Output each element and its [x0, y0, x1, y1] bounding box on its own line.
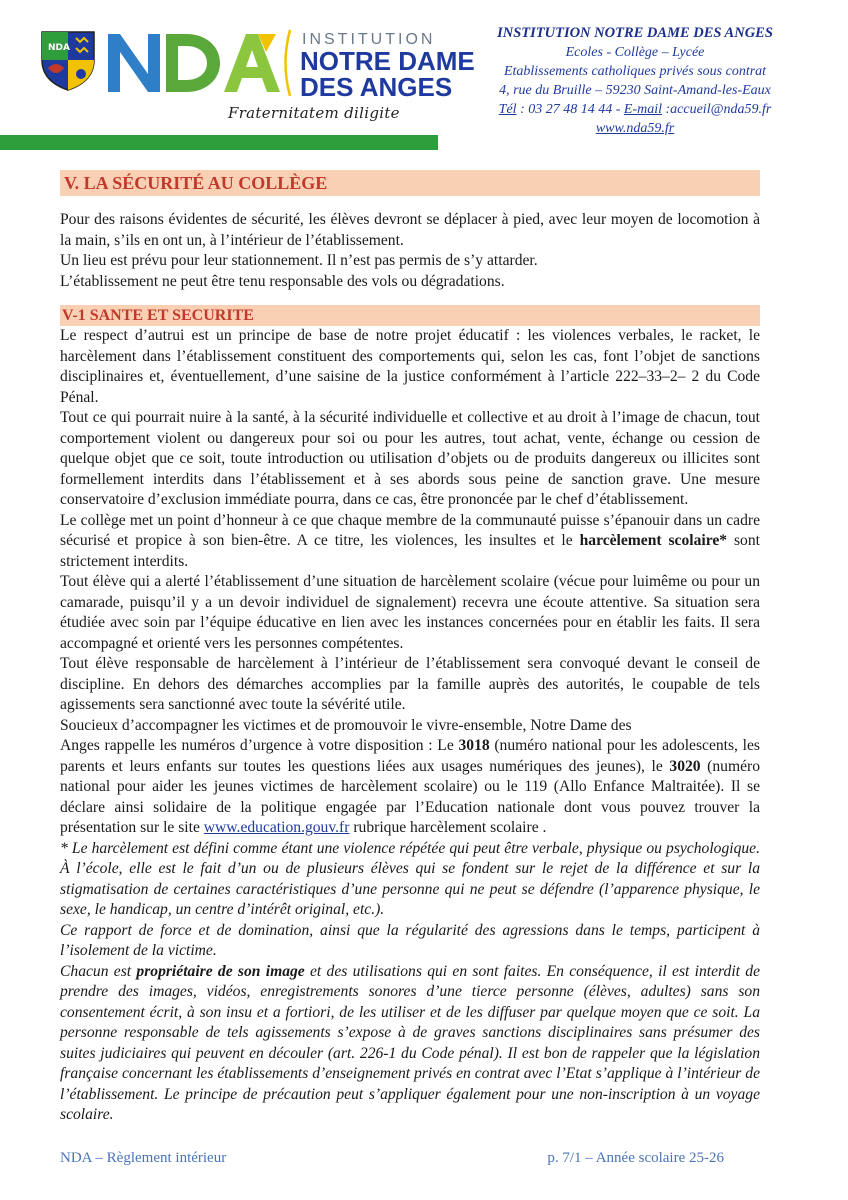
paragraph-bullying-ban: Le collège met un point d’honneur à ce que chaque membre de la communauté puisse s’épanouir dans un cadre sécurisé et propice à son bien-être. A ce titre, les violences, les insultes et le harcèlement scolaire* sont strictement interdits. — [60, 511, 760, 570]
institution-name: INSTITUTION NOTRE DAME DES ANGES — [497, 25, 773, 41]
bold-image-ownership: propriétaire de son image — [136, 962, 305, 980]
motto: Fraternitatem diligite — [228, 104, 400, 122]
svg-text:NDA: NDA — [48, 43, 70, 53]
intro-paragraph-1: Pour des raisons évidentes de sécurité, les élèves devront se déplacer à pied, avec leur moyen de locomotion à la main, s’ils en ont un, à l’intérieur de l’établissement. — [60, 211, 760, 249]
footnote-definition: * Le harcèlement est défini comme étant une violence répétée qui peut être verbale, physique ou psychologique. À l’école, elle est le fait d’un ou de plusieurs élèves qui se fondent sur le rejet de la différence et sur la stigmatisation de certaines caractéristiques d’une personne qui ne peut se défendre (l’apparence physique, le sexe, le handicap, un centre d’intérêt original, etc.). — [60, 839, 760, 918]
svg-text:NOTRE DAME: NOTRE DAME — [300, 46, 475, 76]
paragraph-emergency-intro: Soucieux d’accompagner les victimes et de promouvoir le vivre-ensemble, Notre Dame des — [60, 716, 632, 734]
paragraph-image-rights: Chacun est propriétaire de son image et des utilisations qui en sont faites. En conséquence, il est interdit de prendre des images, vidéos, enregistrements sonores d’une tierce personne (élèves, adultes) sans son consentement écrit, à son insu et a fortiori, de les utiliser et de les diffuser par quelque moyen que ce soit. La personne responsable de tels agissements s’expose à de graves sanctions disciplinaires sans présumer des suites judiciaires qui peuvent en découler (art. 226-1 du Code pénal). Il est bon de rappeler que la législation française concernant les établissements d’enseignement privés en contrat avec l’Etat s’applique à l’intérieur de l’établissement. Le principe de précaution peut s’appliquer également pour une non-inscription à un voyage scolaire. — [60, 962, 760, 1123]
page-header — [0, 0, 848, 155]
paragraph-discipline: Tout élève responsable de harcèlement à l’intérieur de l’établissement sera convoqué devant le conseil de discipline. En dehors des démarches accomplies par la famille auprès des autorités, le coupable de tels agissements sera sanctionné avec toute la sévérité utile. — [60, 655, 760, 713]
main-content — [60, 170, 760, 1126]
website-link[interactable]: www.nda59.fr — [595, 121, 675, 136]
number-3018: 3018 — [458, 737, 490, 754]
page-footer — [60, 1150, 724, 1170]
address-line: 4, rue du Bruille – 59230 Saint-Amand-les-Eaux — [499, 83, 771, 98]
nda-logo — [108, 22, 475, 102]
footer-document-name: NDA – Règlement intérieur — [60, 1150, 227, 1166]
education-gouv-link[interactable]: www.education.gouv.fr — [203, 819, 350, 836]
svg-text:DES ANGES: DES ANGES — [300, 72, 453, 102]
subsection-title: V-1 SANTE ET SECURITE — [60, 305, 760, 326]
schools-line: Ecoles - Collège – Lycée — [565, 45, 705, 60]
tel-number: : 03 27 48 14 44 - — [516, 102, 624, 117]
status-line: Etablissements catholiques privés sous contrat — [503, 64, 767, 79]
email-address[interactable]: :accueil@nda59.fr — [662, 102, 772, 117]
contact-block — [460, 24, 810, 138]
phone-email-line — [460, 100, 810, 119]
intro-paragraph-3: L’établissement ne peut être tenu responsable des vols ou dégradations. — [60, 272, 505, 290]
number-3020: 3020 — [669, 757, 701, 775]
svg-text:INSTITUTION: INSTITUTION — [302, 31, 436, 48]
header-green-bar — [0, 135, 438, 150]
intro-paragraph-2: Un lieu est prévu pour leur stationnement. Il n’est pas permis de s’y attarder. — [60, 252, 538, 269]
coat-of-arms-logo — [40, 30, 96, 92]
bold-harcelement: harcèlement scolaire* — [579, 532, 728, 549]
paragraph-alert: Tout élève qui a alerté l’établissement d’une situation de harcèlement scolaire (vécue pour luimême ou pour un camarade, puisqu’il y a un devoir individuel de signalement) recevra une écoute attentive. Sa situation sera étudiée avec soin par l’équipe éducative en lien avec les instances concernées pour en établir les faits. Il sera accompagné et orienté vers les personnes compétentes. — [60, 573, 760, 652]
paragraph-health-safety: Tout ce qui pourrait nuire à la santé, à la sécurité individuelle et collective et au droit à l’image de chacun, tout comportement violent ou dangereux pour soi ou pour les autres, tout achat, vente, échange ou cession de quelque objet que ce soit, toute introduction ou utilisation d’objets ou de produits dangereux ou illicites sont formellement interdits dans l’établissement et à ses abords sous peine de sanction grave. Une mesure conservatoire d’exclusion immédiate pourra, dans ce cas, être prononcée par le chef d’établissement. — [60, 409, 760, 508]
footer-page-number: p. 7/1 – Année scolaire 25-26 — [547, 1150, 724, 1166]
paragraph-respect: Le respect d’autrui est un principe de base de notre projet éducatif : les violences verbales, le racket, le harcèlement dans l’établissement constituent des comportements qui, selon les cas, font l’objet de sanctions disciplinaires et, éventuellement, d’une saisine de la justice conformément à l’article 222–33–2– 2 du Code Pénal. — [60, 327, 760, 406]
section-title: V. LA SÉCURITÉ AU COLLÈGE — [60, 170, 760, 196]
footnote-isolation: Ce rapport de force et de domination, ainsi que la régularité des agressions dans le temps, participent à l’isolement de la victime. — [60, 921, 760, 959]
email-label: E-mail — [623, 102, 662, 117]
tel-label: Tél — [498, 102, 517, 117]
paragraph-emergency-numbers: Anges rappelle les numéros d’urgence à votre disposition : Le 3018 (numéro national pour les adolescents, les parents et leurs enfants sur toutes les questions liées aux usages numériques des jeunes), le 3020 (numéro national pour aider les jeunes victimes de harcèlement scolaire) ou le 119 (Allo Enfance Maltraitée). Il se déclare ainsi solidaire de la politique engagée par l’Education nationale dont vous pouvez trouver la présentation sur le site www.education.gouv.fr rubrique harcèlement scolaire . — [60, 737, 760, 836]
